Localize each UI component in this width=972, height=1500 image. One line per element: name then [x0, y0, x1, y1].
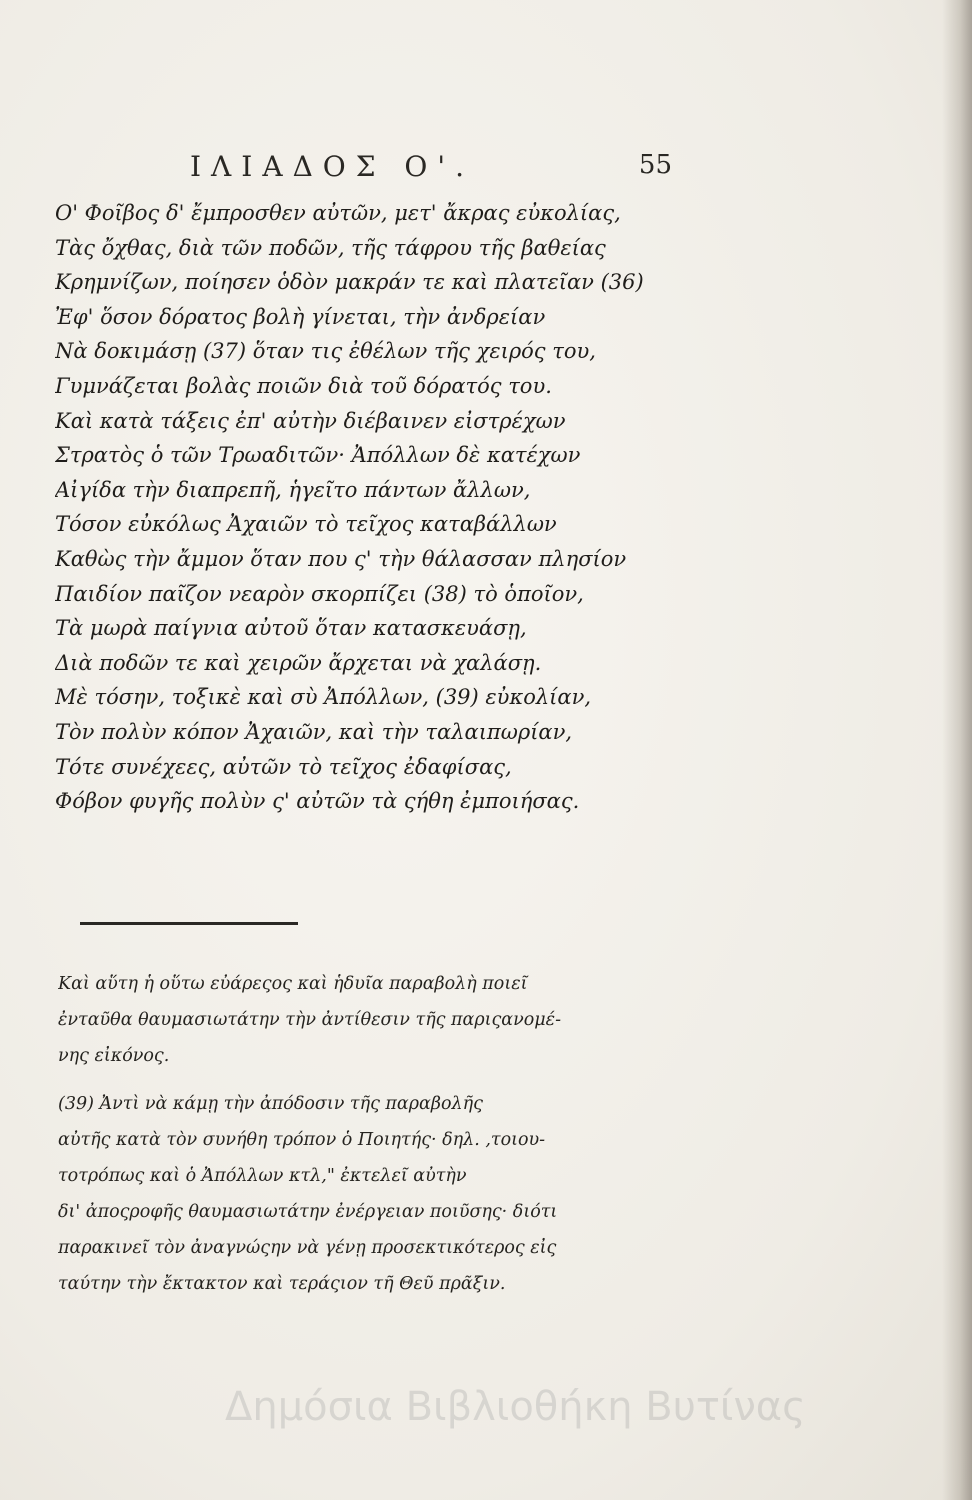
- verse-line: Κρημνίζων, ποίησεν ὁδὸν μακράν τε καὶ πλατεῖαν (36): [55, 270, 644, 295]
- verse-block: [55, 196, 685, 819]
- footnote-divider: [80, 922, 298, 925]
- verse-line: Τὰ μωρὰ παίγνια αὐτοῦ ὅταν κατασκευάσῃ,: [55, 616, 527, 641]
- footnote-line: νης εἰκόνος.: [58, 1046, 170, 1066]
- page-number: 55: [638, 150, 672, 180]
- verse-line: Γυμνάζεται βολὰς ποιῶν διὰ τοῦ δόρατός του.: [55, 373, 552, 398]
- running-head: ΙΛΙΑΔΟΣ Ο'.: [190, 150, 474, 183]
- verse-line: Καθὼς τὴν ἄμμον ὅταν που ς' τὴν θάλασσαν πλησίον: [55, 546, 627, 571]
- verse-line: Νὰ δοκιμάσῃ (37) ὅταν τις ἐθέλων τῆς χειρός του,: [55, 339, 596, 364]
- footnote-continuation: [58, 966, 668, 1074]
- verse-line: Ο' Φοῖβος δ' ἔμπροσθεν αὐτῶν, μετ' ἄκρας εὐκολίας,: [55, 201, 621, 225]
- verse-line: Τὰς ὄχθας, διὰ τῶν ποδῶν, τῆς τάφρου τῆς βαθείας: [55, 235, 606, 260]
- verse-line: Ἐφ' ὅσον δόρατος βολὴ γίνεται, τὴν ἀνδρείαν: [55, 304, 546, 329]
- footnote-line: ἐνταῦθα θαυμασιωτάτην τὴν ἀντίθεσιν τῆς παριςανομέ-: [58, 1010, 561, 1030]
- verse-line: Μὲ τόσην, τοξικὲ καὶ σὺ Ἀπόλλων, (39) εὐκολίαν,: [55, 685, 592, 710]
- page-edge-shadow: [942, 0, 972, 1500]
- footnote-line: Καὶ αὕτη ἡ οὕτω εὐάρεςος καὶ ἡδυῖα παραβολὴ ποιεῖ: [58, 974, 528, 994]
- verse-line: Καὶ κατὰ τάξεις ἐπ' αὐτὴν διέβαινεν εἰστρέχων: [55, 408, 566, 433]
- footnote-line: τοτρόπως καὶ ὁ Ἀπόλλων κτλ," ἐκτελεῖ αὐτὴν: [58, 1166, 467, 1186]
- footnote-line: δι' ἀποςροφῆς θαυμασιωτάτην ἐνέργειαν ποιῦσης· διότι: [58, 1202, 558, 1222]
- footnote-line: αὐτῆς κατὰ τὸν συνήθη τρόπον ὁ Ποιητής· δηλ. ,τοιου-: [58, 1130, 546, 1150]
- footnote-line: παρακινεῖ τὸν ἀναγνώςην νὰ γένῃ προσεκτικότερος εἰς: [58, 1238, 557, 1258]
- verse-line: Διὰ ποδῶν τε καὶ χειρῶν ἄρχεται νὰ χαλάσῃ.: [55, 650, 542, 675]
- library-watermark: Δημόσια Βιβλιοθήκη Βυτίνας: [225, 1384, 806, 1430]
- verse-line: Παιδίον παῖζον νεαρὸν σκορπίζει (38) τὸ ὁποῖον,: [55, 581, 584, 606]
- verse-line: Αἰγίδα τὴν διαπρεπῆ, ἡγεῖτο πάντων ἄλλων,: [55, 477, 531, 502]
- footnote-line: ταύτην τὴν ἔκτακτον καὶ τεράςιον τῆ Θεῦ πρᾶξιν.: [58, 1274, 506, 1294]
- verse-line: Τὸν πολὺν κόπον Ἀχαιῶν, καὶ τὴν ταλαιπωρίαν,: [55, 719, 573, 744]
- footnote-line: (39) Ἀντὶ νὰ κάμῃ τὴν ἀπόδοσιν τῆς παραβολῆς: [58, 1094, 483, 1114]
- verse-line: Φόβον φυγῆς πολὺν ς' αὐτῶν τὰ ςήθη ἐμποιήσας.: [55, 789, 580, 814]
- verse-line: Στρατὸς ὁ τῶν Τρωαδιτῶν· Ἀπόλλων δὲ κατέχων: [55, 443, 581, 468]
- verse-line: Τόσον εὐκόλως Ἀχαιῶν τὸ τεῖχος καταβάλλων: [55, 512, 557, 537]
- verse-line: Τότε συνέχεες, αὐτῶν τὸ τεῖχος ἐδαφίσας,: [55, 754, 512, 779]
- footnote-39: [58, 1086, 668, 1302]
